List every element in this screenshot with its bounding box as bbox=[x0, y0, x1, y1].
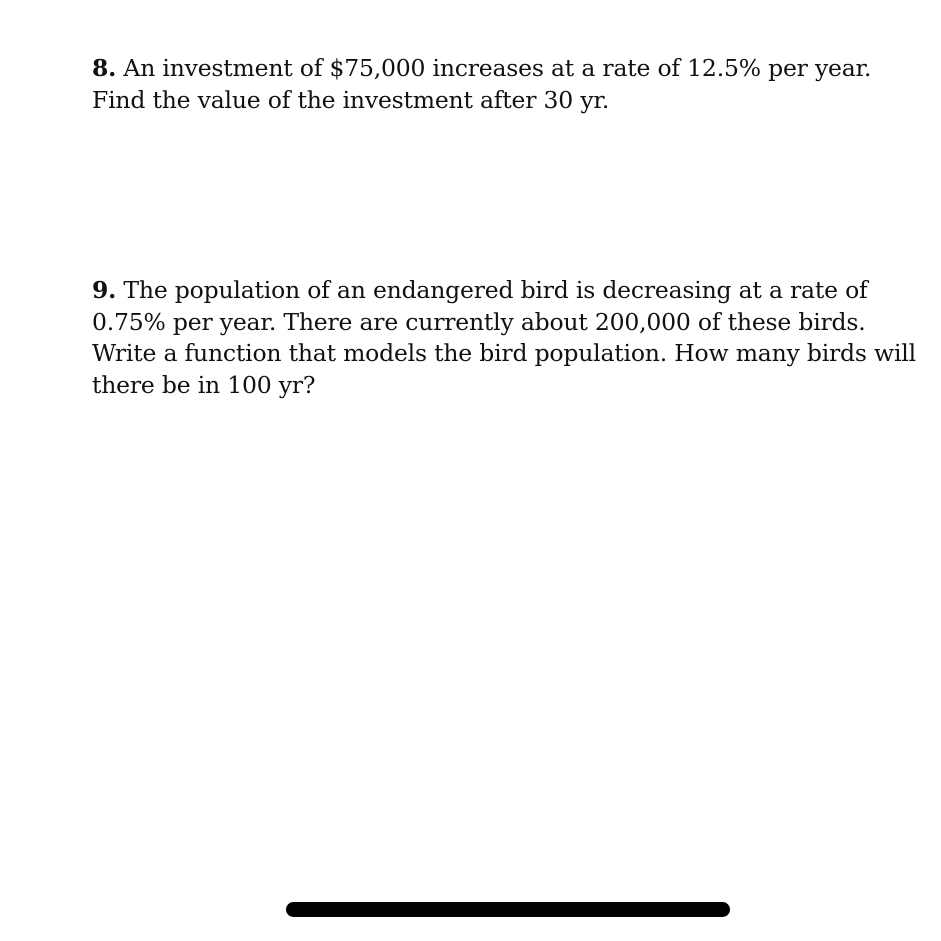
problem-9-number: 9. bbox=[92, 276, 117, 304]
home-indicator-bar[interactable] bbox=[286, 902, 730, 917]
problem-8-text: An investment of $75,000 increases at a rate of 12.5% per year. Find the value of the investment after 30 yr. bbox=[92, 54, 872, 114]
problem-8 bbox=[92, 53, 927, 116]
problem-9-text: The population of an endangered bird is decreasing at a rate of 0.75% per year. There are currently about 200,000 of these birds. Write a function that models the bird population. How many birds will there be in 100 yr? bbox=[92, 276, 916, 399]
problem-9 bbox=[92, 275, 927, 401]
problem-8-number: 8. bbox=[92, 54, 117, 82]
